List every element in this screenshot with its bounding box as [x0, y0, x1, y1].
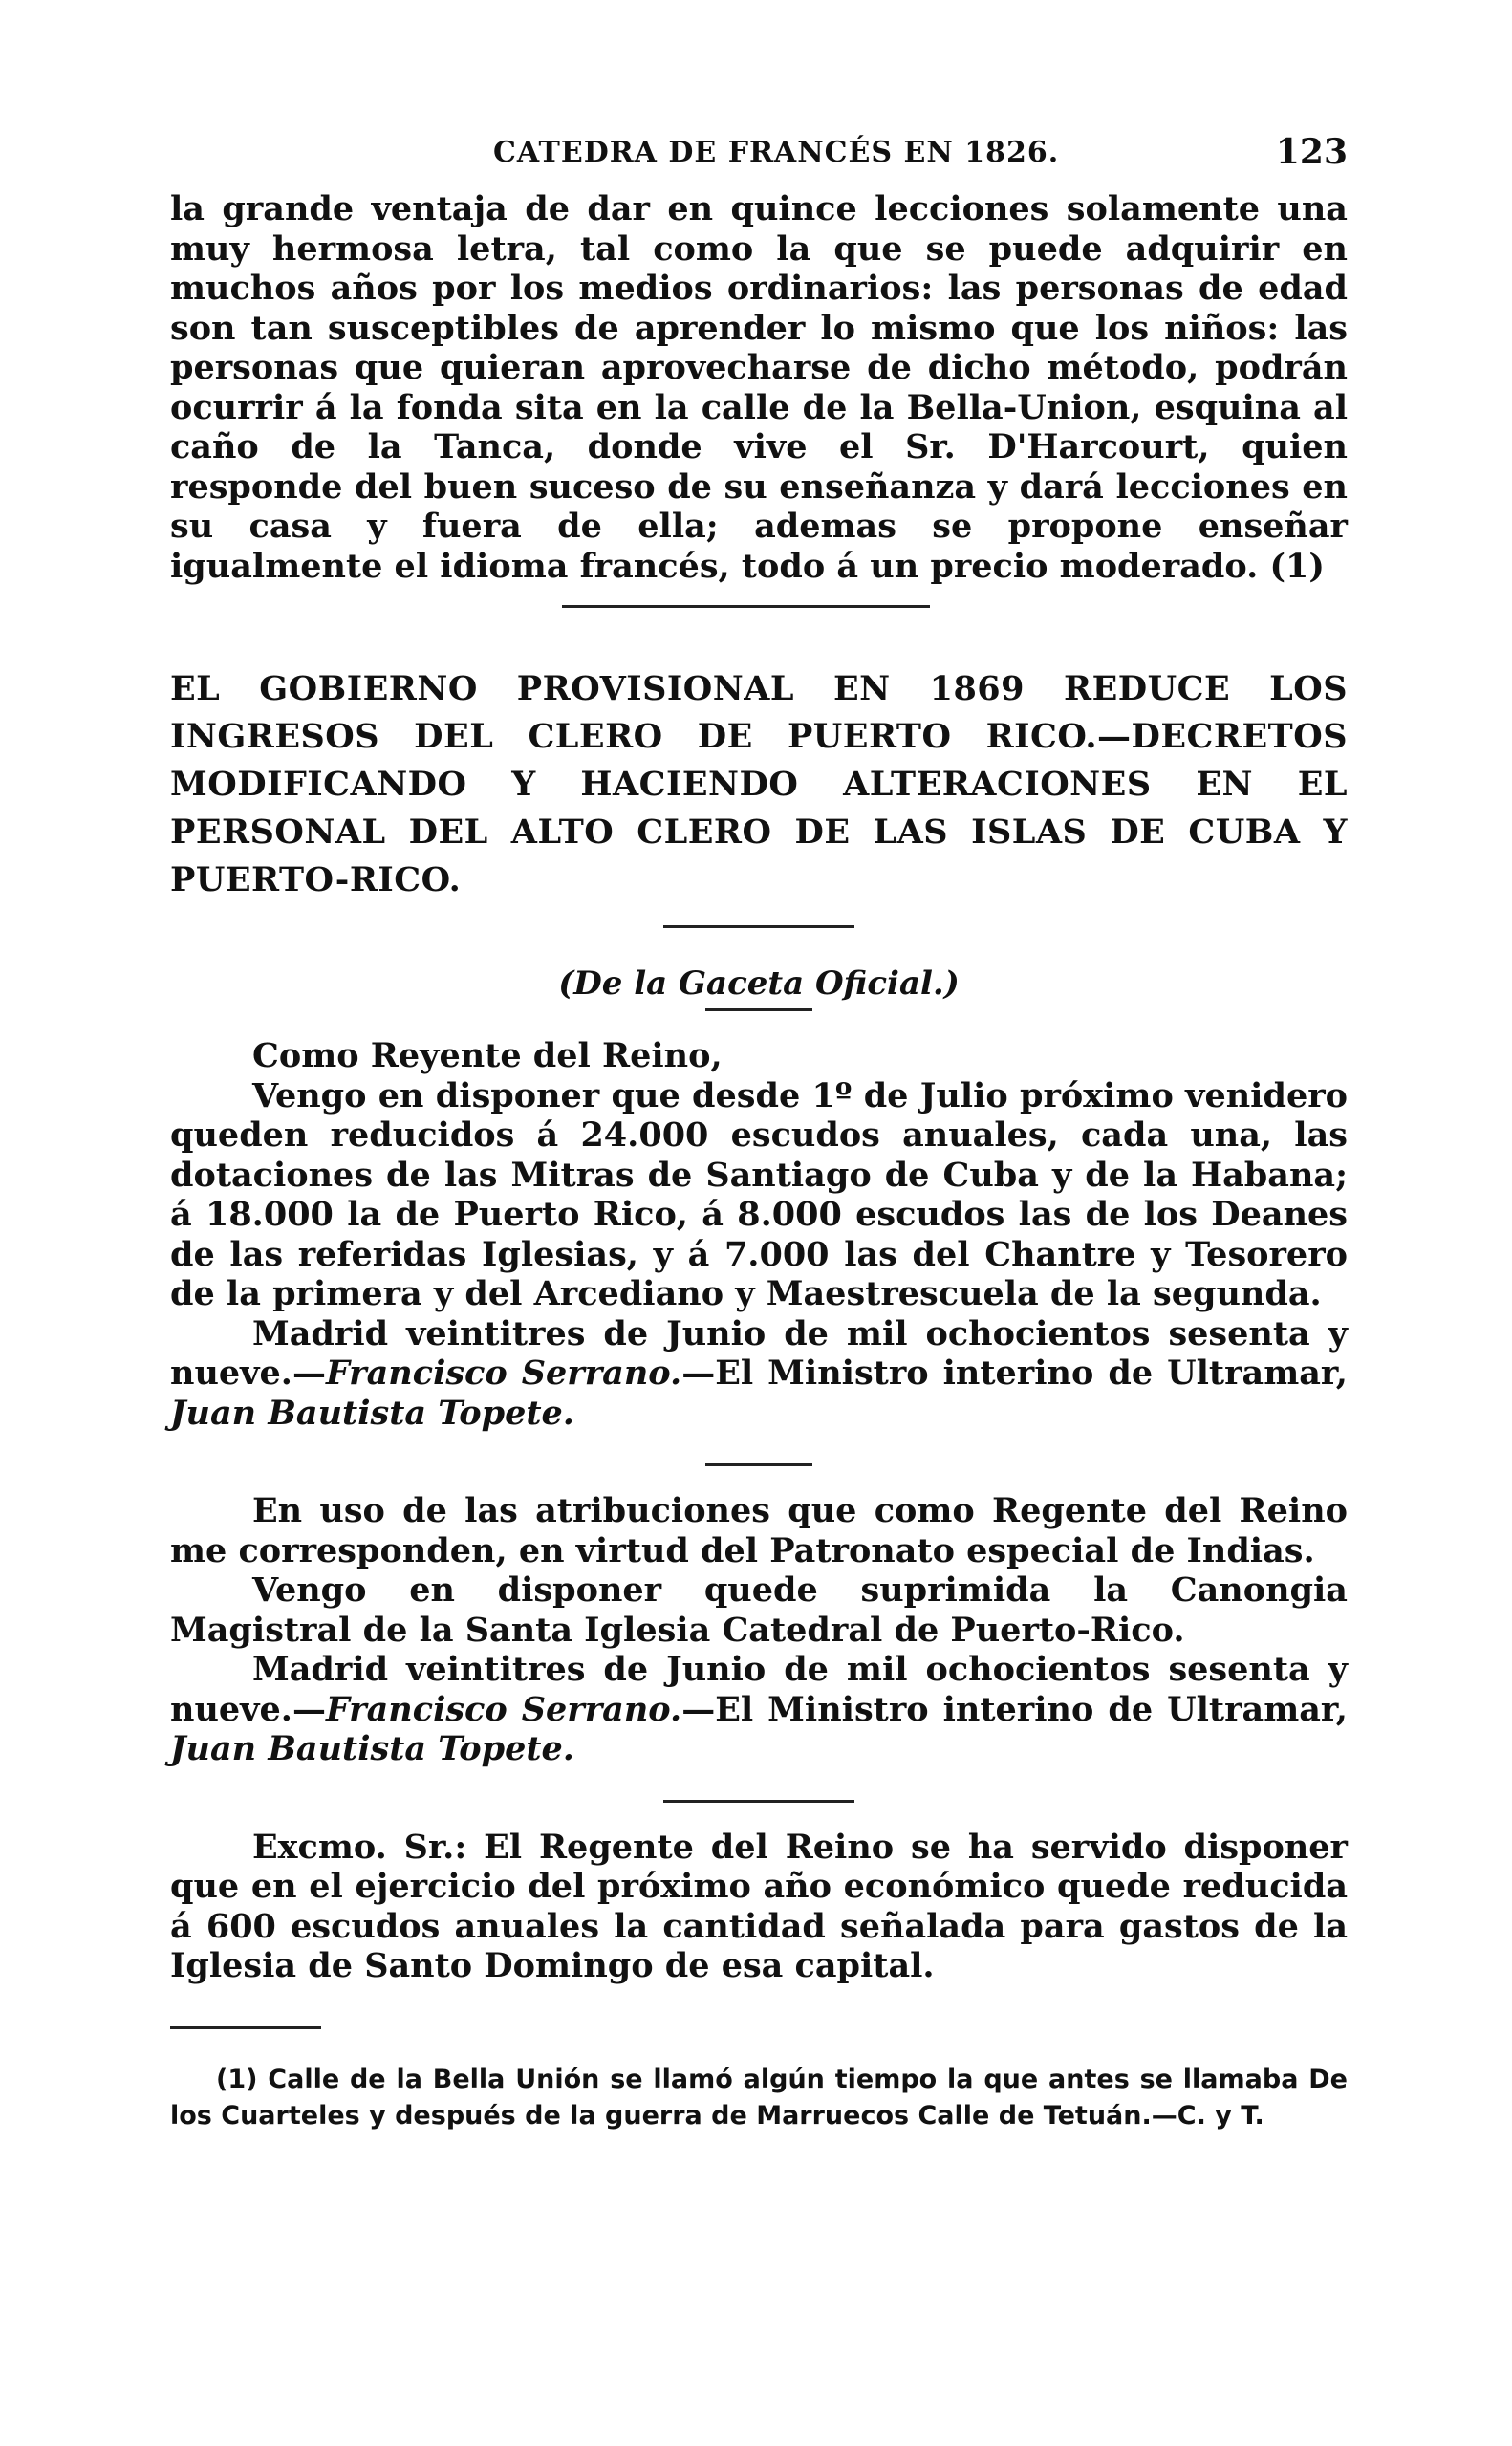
page-number: 123 [1275, 132, 1348, 172]
decree-2-date: Madrid veintitres de Junio de mil ochocientos sesenta y nueve.— [170, 1650, 1348, 1729]
decree-1-date: Madrid veintitres de Junio de mil ochocientos sesenta y nueve.— [170, 1313, 1348, 1393]
decree-1-body: Vengo en disponer que desde 1º de Julio próximo venidero queden reducidos á 24.000 escudos anuales, cada una, las dotaciones de las Mitras de Santiago de Cuba y de la Habana; á 18.000 la de Puerto Rico, á 8.000 escudos las de los Deanes de las referidas Iglesias, y á 7.000 las del Chantre y Tesorero de la primera y del Arcediano y Maestrescuela de la segunda. [170, 1075, 1348, 1313]
decree-1-opening: Como Reyente del Reino, [252, 1036, 723, 1075]
decree-1-minister-text: —El Ministro interino de Ultramar, [681, 1353, 1348, 1393]
decree-2-opening: En uso de las atribuciones que como Regente del Reino me corresponden, en virtud del Patronato especial de Indias. [170, 1491, 1348, 1570]
decree-1-signature [170, 1314, 1348, 1434]
section-divider [562, 605, 930, 608]
document-page [170, 132, 1348, 2134]
continued-paragraph: la grande ventaja de dar en quince lecciones solamente una muy hermosa letra, tal como la que se puede adquirir en muchos años por los medios ordinarios: las personas de edad son tan susceptibles de aprender lo mismo que los niños: las personas que quieran aprovecharse de dicho método, podrán ocurrir á la fonda sita en la calle de la Bella-Union, esquina al caño de la Tanca, donde vive el Sr. D'Harcourt, quien responde del buen suceso de su enseñanza y dará lecciones en su casa y fuera de ella; ademas se propone enseñar igualmente el idioma francés, todo á un precio moderado. (1) [170, 189, 1348, 586]
decree-2-minister-name: Juan Bautista Topete. [170, 1729, 574, 1768]
decree-2 [170, 1491, 1348, 1769]
decree-divider-2 [663, 1800, 854, 1803]
source-note: (De la Gaceta Oficial.) [558, 964, 960, 1003]
order-3-text: Excmo. Sr.: El Regente del Reino se ha servido disponer que en el ejercicio del próximo año económico quede reducida á 600 escudos anuales la cantidad señalada para gastos de la Iglesia de Santo Domingo de esa capital. [170, 1827, 1348, 1985]
decree-1 [170, 1036, 1348, 1433]
order-3 [170, 1828, 1348, 1986]
decree-1-minister-name: Juan Bautista Topete. [170, 1393, 574, 1433]
footnote [170, 2062, 1348, 2134]
decree-1-signer: Francisco Serrano. [325, 1353, 682, 1393]
footnote-marker: (1) [216, 2064, 258, 2094]
decree-2-signature [170, 1650, 1348, 1769]
footnote-text: Calle de la Bella Unión se llamó algún tiempo la que antes se llamaba De los Cuarteles y después de la guerra de Marruecos Calle de Tetuán.—C. y T. [170, 2064, 1348, 2131]
decree-divider-1 [705, 1463, 812, 1466]
section-heading: EL GOBIERNO PROVISIONAL EN 1869 REDUCE LOS INGRESOS DEL CLERO DE PUERTO RICO.—DECRETOS MODIFICANDO Y HACIENDO ALTERACIONES EN EL PERSONAL DEL ALTO CLERO DE LAS ISLAS DE CUBA Y PUERTO-RICO. [170, 669, 1348, 899]
decree-2-minister-text: —El Ministro interino de Ultramar, [681, 1689, 1348, 1729]
heading-divider [663, 925, 854, 928]
decree-2-signer: Francisco Serrano. [325, 1689, 682, 1729]
running-header [170, 132, 1348, 189]
decree-2-body: Vengo en disponer quede suprimida la Canongia Magistral de la Santa Iglesia Catedral de Puerto-Rico. [170, 1570, 1348, 1650]
source-divider [705, 1008, 812, 1011]
footnote-rule [170, 2026, 321, 2029]
running-title: CATEDRA DE FRANCÉS EN 1826. [493, 136, 1060, 169]
